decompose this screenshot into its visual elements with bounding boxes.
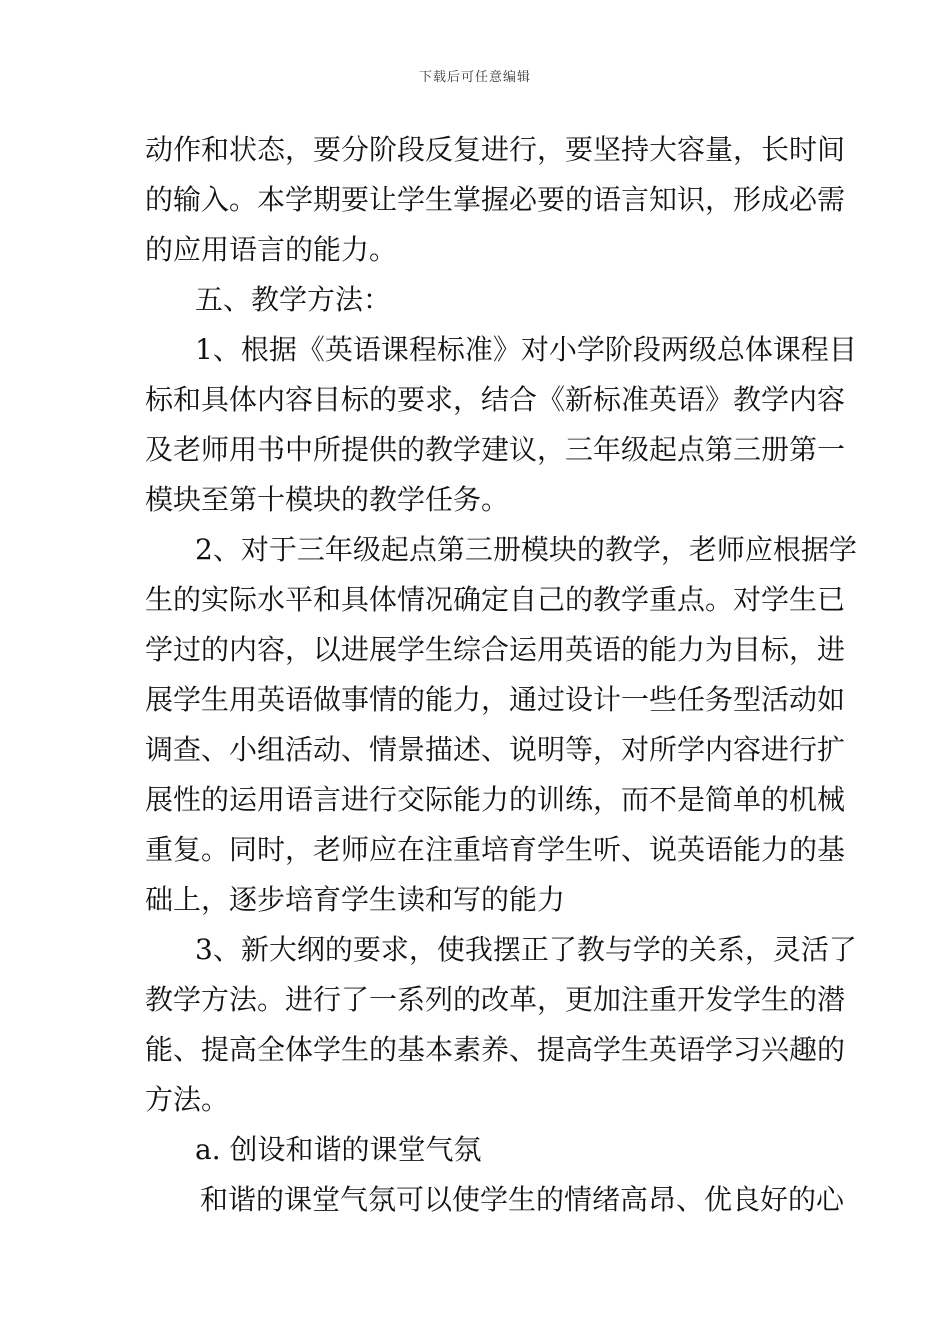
text-line: 能、提高全体学生的基本素养、提高学生英语学习兴趣的 xyxy=(145,1033,846,1066)
text-line: 教学方法。进行了一系列的改革，更加注重开发学生的潜 xyxy=(145,983,846,1016)
text-line: 1、根据《英语课程标准》对小学阶段两级总体课程目 xyxy=(195,333,857,366)
text-line: 3、新大纲的要求，使我摆正了教与学的关系，灵活了 xyxy=(195,933,857,966)
text-line: 方法。 xyxy=(145,1083,230,1116)
text-line: 础上，逐步培育学生读和写的能力 xyxy=(145,883,566,916)
text-line: 展学生用英语做事情的能力，通过设计一些任务型活动如 xyxy=(145,683,846,716)
subsection-heading: a. 创设和谐的课堂气氛 xyxy=(195,1133,482,1166)
text-line: 动作和状态，要分阶段反复进行，要坚持大容量，长时间 xyxy=(145,133,846,166)
text-line: 调查、小组活动、情景描述、说明等，对所学内容进行扩 xyxy=(145,733,846,766)
text-line: 和谐的课堂气氛可以使学生的情绪高昂、优良好的心 xyxy=(200,1183,845,1216)
text-line: 及老师用书中所提供的教学建议，三年级起点第三册第一 xyxy=(145,433,846,466)
text-line: 模块至第十模块的教学任务。 xyxy=(145,483,510,516)
text-line: 2、对于三年级起点第三册模块的教学，老师应根据学 xyxy=(195,533,857,566)
page-header: 下载后可任意编辑 xyxy=(418,70,531,85)
text-line: 的输入。本学期要让学生掌握必要的语言知识，形成必需 xyxy=(145,183,846,216)
text-line: 生的实际水平和具体情况确定自己的教学重点。对学生已 xyxy=(145,583,846,616)
text-line: 学过的内容，以进展学生综合运用英语的能力为目标，进 xyxy=(145,633,846,666)
text-line: 标和具体内容目标的要求，结合《新标准英语》教学内容 xyxy=(145,383,846,416)
text-line: 展性的运用语言进行交际能力的训练，而不是简单的机械 xyxy=(145,783,846,816)
text-line: 重复。同时，老师应在注重培育学生听、说英语能力的基 xyxy=(145,833,846,866)
text-line: 的应用语言的能力。 xyxy=(145,233,398,266)
section-heading: 五、教学方法： xyxy=(195,283,392,316)
